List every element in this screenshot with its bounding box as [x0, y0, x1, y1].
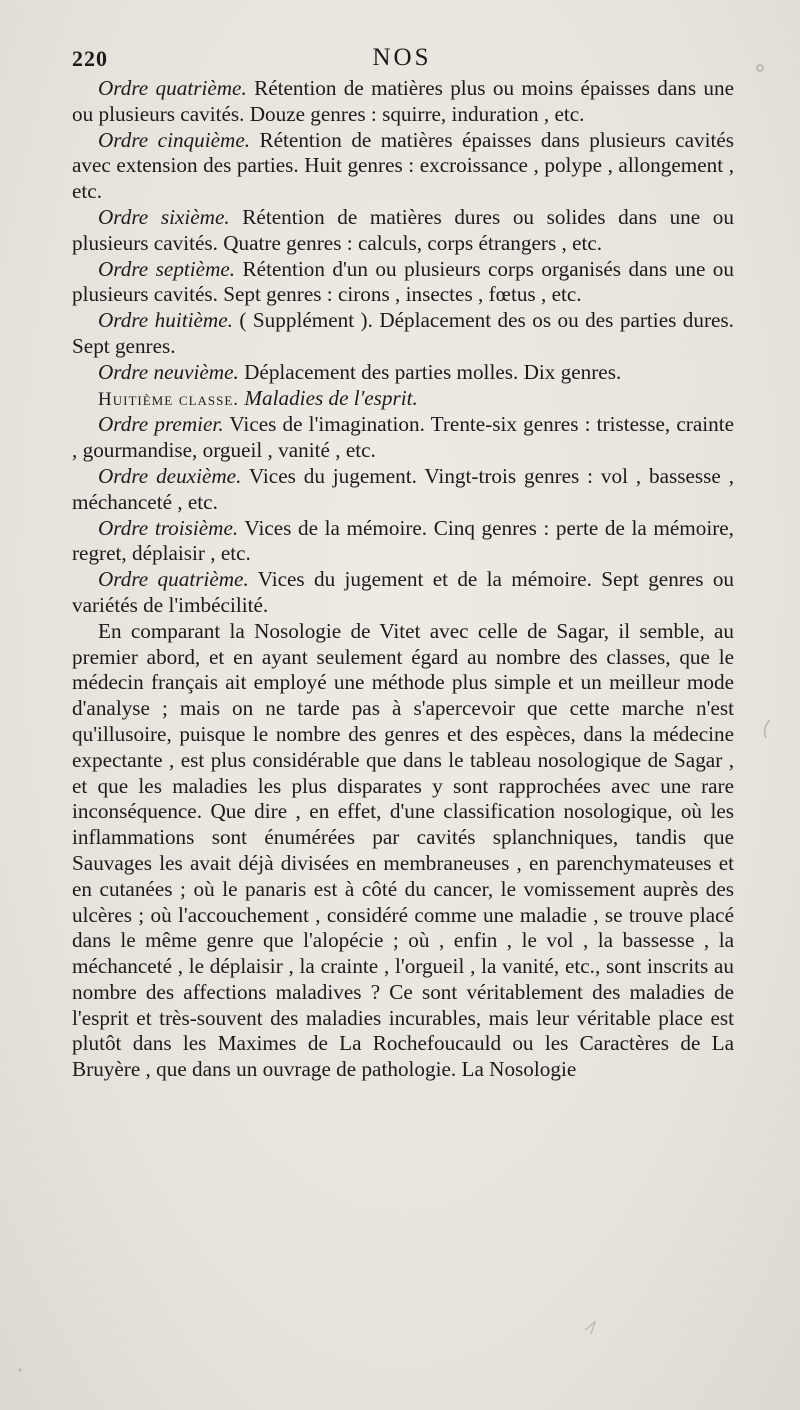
page-number: 220	[72, 46, 108, 71]
class-order-entry-4	[72, 567, 734, 619]
class-order-entry-1	[72, 412, 734, 464]
order-text: Rétention de matières dures ou solides dans une ou plusieurs cavités. Quatre genres : calculs, corps étrangers , etc.	[72, 204, 734, 255]
order-label: Ordre quatrième.	[98, 567, 249, 592]
order-label: Ordre quatrième.	[98, 76, 247, 100]
order-text: Vices de l'imagination. Trente-six genres : tristesse, crainte , gourmandise, orgueil , vanité , etc.	[72, 412, 734, 463]
order-label: Ordre premier.	[98, 412, 224, 437]
running-head: NOS	[372, 44, 432, 71]
order-entry-5	[72, 128, 734, 205]
order-label: Ordre sixième.	[98, 204, 230, 229]
order-entry-8	[72, 308, 734, 360]
page-header	[72, 44, 732, 78]
class-heading	[72, 386, 734, 413]
order-label: Ordre deuxième.	[98, 463, 242, 488]
order-entry-7	[72, 257, 734, 309]
class-number: Huitième classe.	[98, 388, 240, 410]
order-entry-9	[72, 360, 734, 386]
order-label: Ordre neuvième.	[98, 359, 239, 384]
commentary-paragraph: En comparant la Nosologie de Vitet avec celle de Sagar, il semble, au premier abord, et en ayant seulement égard au nombre des classes, que le médecin français ait employé une méthode plus simple et un meilleur mode d'analyse ; mais on ne tarde pas à s'apercevoir que cette marche n'est qu'illusoire, puisque le nombre des genres et des espèces, dans la médecine expectante , est plus considérable que dans le tableau nosologique de Sagar , et que les maladies les plus disparates y sont rapprochées avec une rare inconséquence. Que dire , en effet, d'une classification nosologique, où les inflammations sont énumérées par cavités splanchniques, tandis que Sauvages les avait déjà divisées en membraneuses , en parenchymateuses et en cutanées ; où le panaris est à côté du cancer, le vomissement auprès des ulcères ; où l'accouchement , considéré comme une maladie , se trouve placé dans le même genre que l'alopécie ; où , enfin , le vol , la bassesse , la méchanceté , le déplaisir , la crainte , l'orgueil , la vanité, etc., sont inscrits au nombre des affections maladives ? Ce sont véritablement des maladies de l'esprit et très-souvent des maladies incurables, mais leur véritable place est plutôt dans les Maximes de La Rochefoucauld ou les Caractères de La Bruyère , que dans un ouvrage de pathologie. La Nosologie	[72, 618, 734, 1082]
order-text: Vices du jugement. Vingt-trois genres : vol , bassesse , méchanceté , etc.	[72, 463, 734, 514]
order-label: Ordre septième.	[98, 256, 236, 281]
order-entry-4	[72, 76, 734, 128]
class-order-entry-2	[72, 464, 734, 516]
order-text: Rétention de matières plus ou moins épaisses dans une ou plusieurs cavités. Douze genres : squirre, induration , etc.	[72, 76, 734, 126]
order-text: Vices du jugement et de la mémoire. Sept genres ou variétés de l'imbécilité.	[72, 567, 735, 617]
class-order-entry-3	[72, 516, 734, 568]
order-text: ( Supplément ). Déplacement des os ou des parties dures. Sept genres.	[72, 308, 734, 358]
order-label: Ordre cinquième.	[98, 127, 251, 152]
order-text: Rétention de matières épaisses dans plusieurs cavités avec extension des parties. Huit genres : excroissance , polype , allongement , etc.	[72, 127, 734, 204]
order-label: Ordre troisième.	[98, 515, 239, 540]
page-body	[72, 76, 734, 1083]
class-title: Maladies de l'esprit.	[244, 385, 418, 410]
order-text: Vices de la mémoire. Cinq genres : perte de la mémoire, regret, déplaisir , etc.	[72, 515, 734, 566]
order-label: Ordre huitième.	[98, 308, 233, 333]
order-text: Déplacement des parties molles. Dix genres.	[238, 359, 622, 384]
order-text: Rétention d'un ou plusieurs corps organisés dans une ou plusieurs cavités. Sept genres : cirons , insectes , fœtus , etc.	[72, 256, 734, 307]
order-entry-6	[72, 205, 734, 257]
